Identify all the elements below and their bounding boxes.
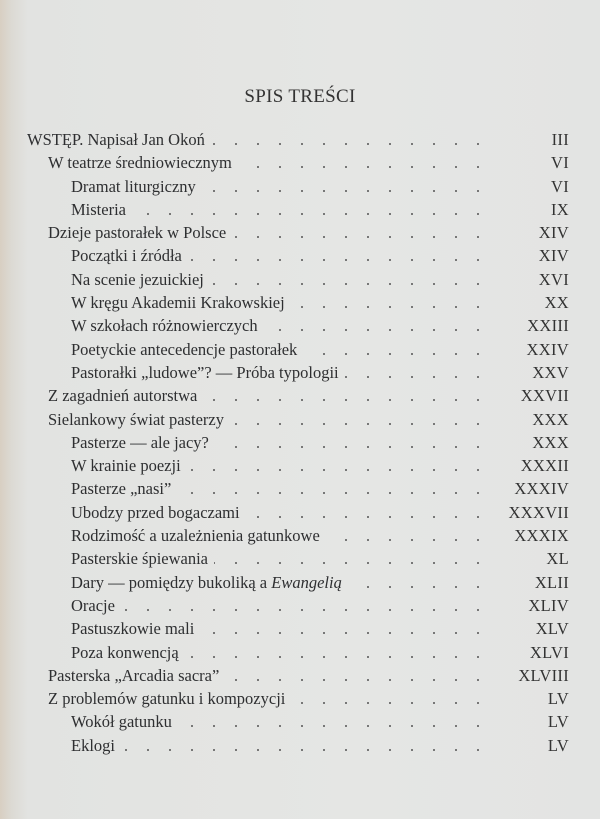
toc-entry — [27, 710, 569, 733]
toc-entry — [27, 454, 569, 477]
toc-page-number: XXX — [532, 432, 569, 452]
dot-leader — [121, 749, 489, 751]
toc-page-number: XVI — [538, 269, 569, 289]
toc-entry — [27, 734, 569, 757]
toc-page-number: XLVI — [529, 642, 569, 662]
toc-entry-label — [48, 687, 285, 710]
toc-entry-label — [71, 268, 204, 291]
toc-entry — [27, 641, 569, 664]
toc-entry — [27, 338, 569, 361]
dot-leader — [185, 656, 489, 658]
toc-page-number: XXXVII — [508, 502, 569, 522]
toc-entry — [27, 664, 569, 687]
toc-entry-text: WSTĘP. Napisał Jan Okoń — [27, 130, 205, 149]
toc-page-number: VI — [550, 153, 569, 173]
toc-page-number: VI — [550, 176, 569, 196]
toc-page-number: XXXIX — [514, 526, 569, 546]
dot-leader — [211, 143, 489, 145]
toc-entry-text: Sielankowy świat pasterzy — [48, 409, 224, 429]
toc-entry-text: Pasterze — ale jacy? — [71, 432, 209, 452]
toc-entry-text: Poza konwencją — [71, 642, 179, 662]
toc-page-number: XXX — [532, 409, 569, 429]
toc-entry — [27, 431, 569, 454]
toc-entry-label — [71, 477, 171, 500]
toc-entry-text: Z problemów gatunku i kompozycji — [48, 689, 286, 709]
toc-entry-label — [71, 198, 126, 221]
toc-page-number: XIV — [538, 223, 569, 243]
toc-entry — [27, 151, 569, 174]
dot-leader — [291, 702, 489, 704]
toc-entry — [27, 291, 569, 314]
dot-leader — [202, 190, 489, 192]
toc-entry — [27, 524, 569, 547]
toc-entry-label — [71, 291, 285, 314]
toc-page-number: XXXII — [520, 456, 569, 476]
toc-entry-text: Początki i źródła — [71, 246, 182, 266]
toc-entry — [27, 314, 569, 337]
toc-entry-label — [71, 710, 172, 733]
toc-page-number: LV — [547, 712, 569, 732]
dot-leader — [121, 609, 489, 611]
dot-leader — [178, 725, 489, 727]
toc-entry — [27, 221, 569, 244]
toc-entry-label — [71, 571, 342, 594]
dot-leader — [188, 259, 489, 261]
toc-entry-text: Oracje — [71, 595, 115, 615]
toc-entry-text: Na scenie jezuickiej — [71, 269, 204, 289]
toc-entry-label — [48, 151, 232, 174]
toc-page-number: LV — [547, 689, 569, 709]
toc-entry-text: Wokół gatunku — [71, 712, 172, 732]
toc-page-number: LV — [547, 735, 569, 755]
toc-entry-text: Ubodzy przed bogaczami — [71, 502, 240, 522]
dot-leader — [225, 679, 489, 681]
dot-leader — [187, 469, 489, 471]
toc-page-number: XXV — [532, 362, 569, 382]
toc-entry-text: Poetyckie antecedencje pastorałek — [71, 339, 298, 359]
dot-leader — [291, 306, 489, 308]
toc-entry-text: Pastuszkowie mali — [71, 619, 195, 639]
toc-page-number: XXVII — [520, 386, 569, 406]
dot-leader — [230, 423, 489, 425]
toc-entry-text: Pasterze „nasi” — [71, 479, 172, 499]
dot-leader — [203, 399, 489, 401]
toc-entry — [27, 128, 569, 151]
toc-page-number: XX — [544, 293, 569, 313]
toc-entry-label — [71, 244, 182, 267]
table-of-contents — [27, 128, 569, 757]
toc-entry-text: Dzieje pastorałek w Polsce — [48, 223, 227, 243]
toc-entry — [27, 571, 569, 594]
toc-entry-label — [71, 314, 258, 337]
toc-page-number: XXXIV — [514, 479, 569, 499]
toc-page-number: XIV — [538, 246, 569, 266]
toc-entry-italic-text: Ewangelią — [271, 572, 342, 592]
page-title: SPIS TREŚCI — [244, 86, 356, 107]
toc-entry-label — [71, 547, 208, 570]
toc-entry-label — [71, 641, 179, 664]
toc-page-number: XXIII — [527, 316, 569, 336]
toc-entry — [27, 477, 569, 500]
toc-entry — [27, 268, 569, 291]
toc-entry — [27, 687, 569, 710]
toc-entry-label — [71, 524, 320, 547]
dot-leader — [177, 492, 489, 494]
toc-entry-text: Z zagadnień autorstwa — [48, 386, 198, 406]
toc-entry-label — [71, 431, 209, 454]
toc-page-number: XLIV — [528, 595, 569, 615]
toc-entry-text: W szkołach różnowierczych — [71, 316, 258, 336]
dot-leader — [246, 516, 489, 518]
toc-entry-label — [48, 221, 226, 244]
toc-entry-text: Pasterskie śpiewania — [71, 549, 209, 569]
toc-entry — [27, 408, 569, 431]
toc-entry-label — [71, 338, 297, 361]
toc-entry-label — [71, 617, 194, 640]
dot-leader — [232, 236, 489, 238]
toc-page-number: XL — [546, 549, 569, 569]
toc-entry-text: W krainie poezji — [71, 456, 181, 476]
toc-entry-text: Dary — pomiędzy bukoliką a — [71, 572, 272, 592]
toc-entry-label — [71, 361, 339, 384]
toc-entry-label — [48, 408, 224, 431]
toc-entry — [27, 198, 569, 221]
toc-entry-text: Pastorałki „ludowe”? — Próba typologii — [71, 362, 339, 382]
toc-entry-label — [71, 454, 181, 477]
toc-page-number: XLVIII — [518, 665, 569, 685]
toc-entry-label — [71, 175, 196, 198]
dot-leader — [215, 446, 489, 448]
toc-entry-label — [27, 128, 205, 151]
toc-page-number: XLV — [535, 619, 569, 639]
toc-entry-text: Eklogi — [71, 735, 115, 755]
toc-entry-label — [48, 384, 197, 407]
toc-entry-label — [48, 664, 219, 687]
toc-entry — [27, 547, 569, 570]
toc-entry — [27, 244, 569, 267]
dot-leader — [238, 166, 489, 168]
dot-leader — [200, 632, 489, 634]
toc-entry — [27, 594, 569, 617]
toc-page-number: IX — [550, 199, 569, 219]
toc-page-number: III — [551, 130, 569, 149]
toc-entry-text: Pasterska „Arcadia sacra” — [48, 665, 220, 685]
toc-entry-text: Misteria — [71, 199, 126, 219]
toc-entry — [27, 501, 569, 524]
toc-entry-label — [71, 594, 115, 617]
toc-entry — [27, 384, 569, 407]
dot-leader — [345, 376, 489, 378]
toc-entry — [27, 617, 569, 640]
toc-page-number: XLII — [534, 572, 569, 592]
dot-leader — [210, 283, 489, 285]
dot-leader — [303, 353, 489, 355]
toc-entry — [27, 361, 569, 384]
toc-entry-text: W teatrze średniowiecznym — [48, 153, 232, 173]
dot-leader — [264, 329, 489, 331]
toc-page-number: XXIV — [526, 339, 569, 359]
dot-leader — [214, 562, 489, 564]
dot-leader — [132, 213, 489, 215]
toc-entry-label — [71, 501, 240, 524]
dot-leader — [348, 586, 489, 588]
toc-entry — [27, 175, 569, 198]
toc-entry-text: Dramat liturgiczny — [71, 176, 196, 196]
dot-leader — [326, 539, 489, 541]
toc-entry-label — [71, 734, 115, 757]
toc-entry-text: W kręgu Akademii Krakowskiej — [71, 293, 285, 313]
toc-entry-text: Rodzimość a uzależnienia gatunkowe — [71, 526, 320, 546]
